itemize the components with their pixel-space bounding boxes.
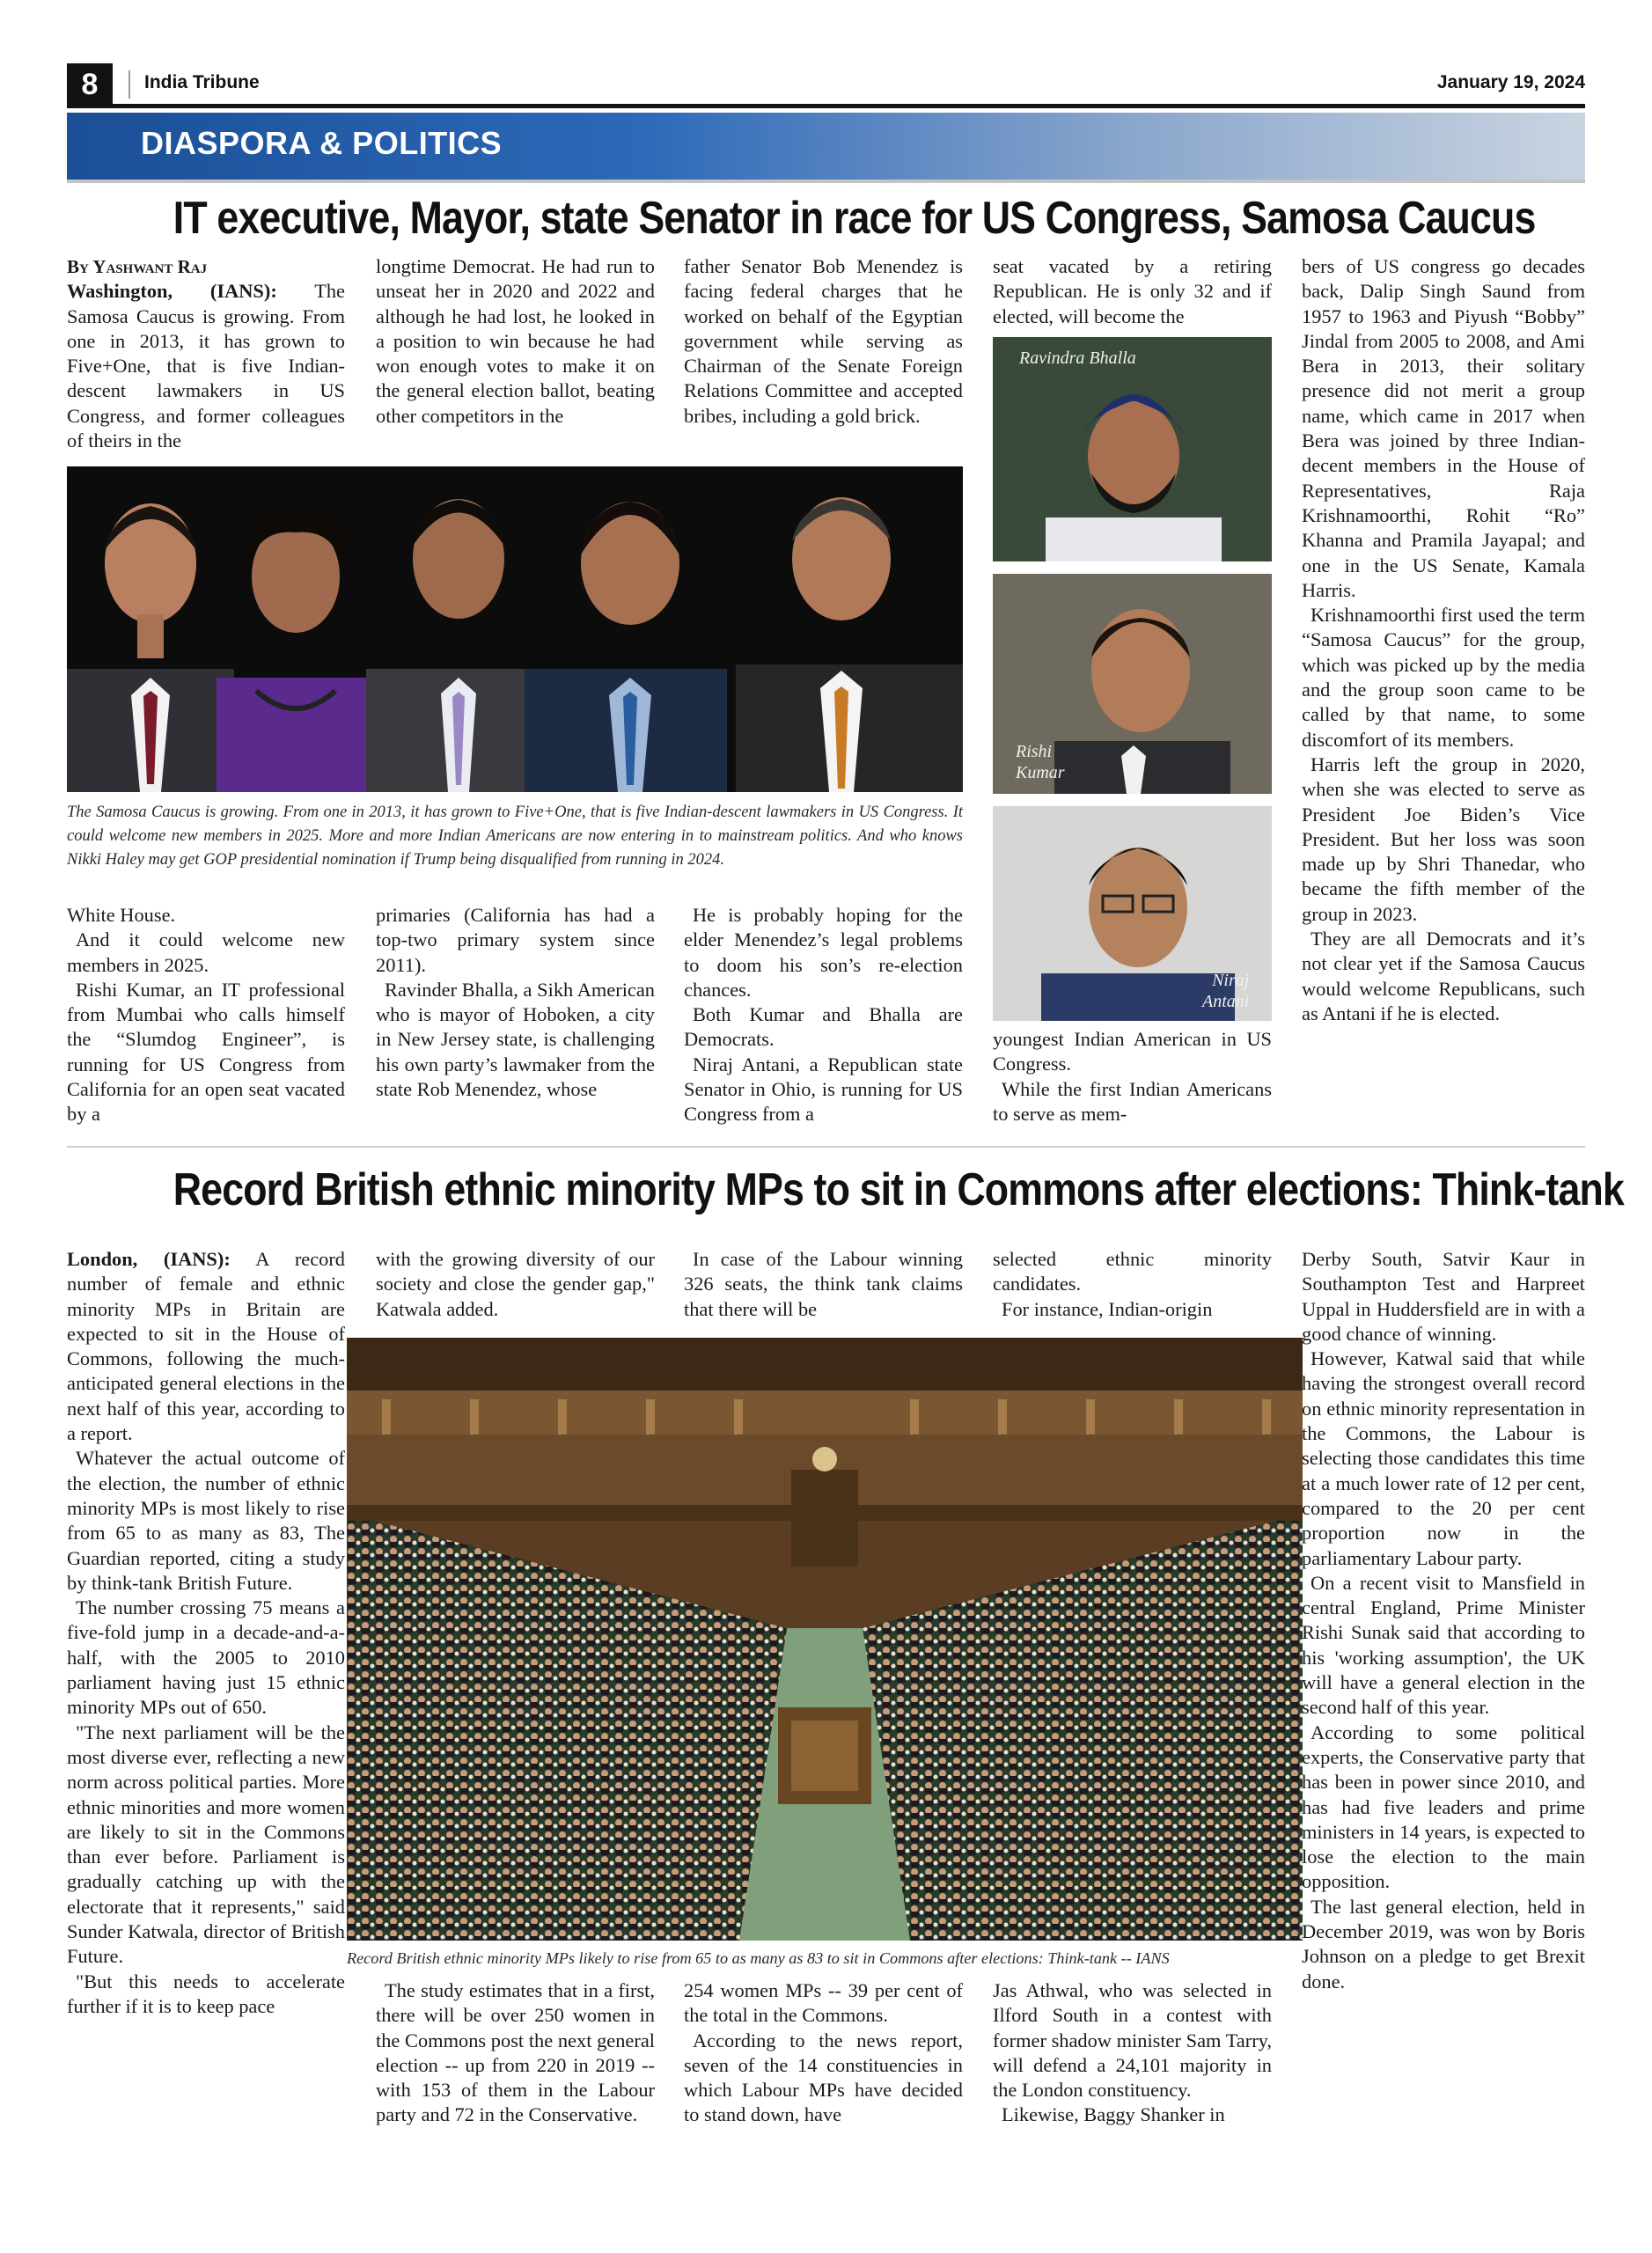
paragraph: Ravinder Bhalla, a Sikh American who is mayor of Hoboken, a city in New Jersey state, is challenging his own party’s lawmaker from the state Rob Menendez, whose bbox=[376, 978, 655, 1101]
paragraph: Likewise, Baggy Shanker in bbox=[1002, 2103, 1225, 2126]
article2-col2-bottom bbox=[376, 1978, 655, 2128]
article1-col4-top bbox=[993, 254, 1272, 329]
article1-col3-bottom bbox=[684, 903, 963, 1127]
portrait-niraj-antani bbox=[993, 806, 1272, 1021]
article2-col2-top bbox=[376, 1247, 655, 1322]
page-number: 8 bbox=[67, 63, 113, 106]
paragraph: Niraj Antani, a Republican state Senator in Ohio, is running for US Congress from a bbox=[684, 1053, 963, 1126]
label-line: Antani bbox=[1202, 992, 1250, 1011]
paragraph: The last general election, held in December 2019, was won by Boris Johnson on a pledge to get Brexit done. bbox=[1302, 1895, 1585, 1992]
paragraph: He is probably hoping for the elder Menendez’s legal problems to doom his son’s re-election chances. bbox=[684, 904, 963, 1001]
paragraph: Whatever the actual outcome of the election, the number of ethnic minority MPs is most likely to rise from 65 to as many as 83, The Guardian reported, citing a study by think-tank British Future. bbox=[67, 1447, 345, 1594]
paragraph: 254 women MPs -- 39 per cent of the total in the Commons. bbox=[684, 1979, 963, 2027]
paragraph: For instance, Indian-origin bbox=[1002, 1297, 1213, 1320]
paragraph: Jas Athwal, who was selected in Ilford South in a contest with former shadow minister Sam Tarry, will defend a 24,101 majority in the London constituency. bbox=[993, 1979, 1272, 2102]
section-underline bbox=[67, 180, 1585, 183]
article2-lead-text: A record number of female and ethnic minority MPs in Britain are expected to sit in the House of Commons, following the much-anticipated general elections in the next half of this year, according to a report. bbox=[67, 1248, 345, 1445]
article2-dateline: London, (IANS): bbox=[67, 1248, 231, 1270]
paragraph: father Senator Bob Menendez is facing federal charges that he worked on behalf of the Egyptian government while serving as Chairman of the Senate Foreign Relations Committee and accepted bribes, including a gold brick. bbox=[684, 255, 963, 427]
article-divider bbox=[67, 1146, 1585, 1148]
header-separator bbox=[128, 70, 130, 99]
paragraph: The study estimates that in a first, there will be over 250 women in the Commons post the next general election -- up from 220 in 2019 -- with 153 of them in the Labour party and 72 in the Conservative. bbox=[376, 1979, 655, 2126]
paragraph: On a recent visit to Mansfield in central England, Prime Minister Rishi Sunak said that according to his 'working assumption', the UK will have a general election in the second half of this year. bbox=[1302, 1571, 1585, 1719]
commons-illustration bbox=[347, 1338, 1303, 1941]
article1-col1-bottom bbox=[67, 903, 345, 1127]
paragraph: Derby South, Satvir Kaur in Southampton Test and Harpreet Uppal in Huddersfield are in with a good chance of winning. bbox=[1302, 1248, 1585, 1345]
portrait-label-antani bbox=[1202, 970, 1249, 1012]
article2-col5 bbox=[1302, 1247, 1585, 1994]
article1-headline: IT executive, Mayor, state Senator in race for US Congress, Samosa Caucus bbox=[173, 193, 1536, 244]
article2-col1 bbox=[67, 1247, 345, 2019]
section-banner bbox=[67, 113, 1585, 181]
portrait-rishi-kumar bbox=[993, 574, 1272, 794]
label-line: Kumar bbox=[1016, 763, 1065, 782]
issue-date: January 19, 2024 bbox=[1436, 72, 1585, 92]
paragraph: with the growing diversity of our society and close the gender gap," Katwala added. bbox=[376, 1248, 655, 1320]
portrait-ravinder-bhalla bbox=[993, 337, 1272, 561]
paragraph: "But this needs to accelerate further if it is to keep pace bbox=[67, 1970, 345, 2017]
article1-col2-top bbox=[376, 254, 655, 429]
portrait-label-bhalla: Ravindra Bhalla bbox=[1019, 349, 1136, 368]
label-line: Rishi bbox=[1016, 742, 1053, 761]
article1-dateline: Washington, (IANS): bbox=[67, 280, 277, 303]
paragraph: primaries (California has had a top-two primary system since 2011). bbox=[376, 904, 655, 976]
house-of-commons-photo bbox=[347, 1338, 1303, 1941]
paragraph: According to the news report, seven of the 14 constituencies in which Labour MPs have decided to stand down, have bbox=[684, 2029, 963, 2126]
paragraph: The number crossing 75 means a five-fold jump in a decade-and-a-half, with the 2005 to 2010 parliament having just 15 ethnic minority MPs out of 650. bbox=[67, 1596, 345, 1719]
header-rule bbox=[67, 104, 1585, 108]
paragraph: Krishnamoorthi first used the term “Samosa Caucus” for the group, which was picked up by the media and the group soon came to be called by that name, to some discomfort of its members. bbox=[1302, 604, 1585, 751]
paragraph: bers of US congress go decades back, Dalip Singh Saund from 1957 to 1963 and Piyush “Bobby” Jindal from 2005 to 2008, and Ami Bera in 2013, their solitary presence did not merit a group name, which came in 2017 when Bera was joined by three Indian-decent members in the House of Representatives, Raja Krishnamoorthi, Rohit “Ro” Khanna and Pramila Jayapal; and one in the US Senate, Kamala Harris. bbox=[1302, 255, 1585, 601]
paragraph: Rishi Kumar, an IT professional from Mumbai who calls himself the “Slumdog Engineer”, is running for US Congress from California for an open seat vacated by a bbox=[67, 978, 345, 1126]
article1-lead-text: The Samosa Caucus is growing. From one in 2013, it has grown to Five+One, that is five Indian-descent lawmakers in US Congress, and former colleagues of theirs in the bbox=[67, 280, 345, 452]
paragraph: Harris left the group in 2020, when she was elected to serve as President Joe Biden’s Vice President. But her loss was soon made up by Shri Thanedar, who became the fifth member of the group in 2023. bbox=[1302, 752, 1585, 925]
samosa-caucus-group-photo bbox=[67, 466, 963, 792]
paragraph: youngest Indian American in US Congress. bbox=[993, 1028, 1272, 1075]
paragraph: seat vacated by a retiring Republican. He is only 32 and if elected, will become the bbox=[993, 255, 1272, 327]
paragraph: And it could welcome new members in 2025. bbox=[67, 928, 345, 976]
group-photo-caption: The Samosa Caucus is growing. From one in 2013, it has grown to Five+One, that is five Indian-descent lawmakers in US Congress. It could welcome new members in 2025. More and more Indian Americans are now entering in to mainstream politics. And who knows Nikki Haley may get GOP presidential nomination if Trump being disqualified from running in 2024. bbox=[67, 804, 963, 869]
paragraph: In case of the Labour winning 326 seats, the think tank claims that there will be bbox=[684, 1248, 963, 1320]
paragraph: They are all Democrats and it’s not clear yet if the Samosa Caucus would welcome Republicans, such as Antani if he is elected. bbox=[1302, 928, 1585, 1024]
label-line: Niraj bbox=[1212, 971, 1250, 990]
section-title: DIASPORA & POLITICS bbox=[141, 125, 503, 161]
paragraph: According to some political experts, the Conservative party that has been in power since 2010, and has had five leaders and prime ministers in 14 years, is expected to lose the election to the main opposition. bbox=[1302, 1721, 1585, 1893]
paragraph: "The next parliament will be the most diverse ever, reflecting a new norm across political parties. More ethnic minorities and more women are likely to sit in the Commons than ever before. Parliament is gradually catching up with the electorate that it represents," said Sunder Katwala, director of British Future. bbox=[67, 1721, 345, 1968]
article1-byline: By Yashwant Raj bbox=[67, 256, 208, 277]
paragraph: White House. bbox=[67, 904, 176, 926]
page-header bbox=[67, 63, 1585, 106]
article1-col3-top bbox=[684, 254, 963, 429]
article1-col5 bbox=[1302, 254, 1585, 1026]
article2-headline: Record British ethnic minority MPs to sit in Commons after elections: Think-tank bbox=[173, 1164, 1624, 1215]
article1-col1-top bbox=[67, 254, 345, 453]
publication-name: India Tribune bbox=[144, 72, 260, 92]
paragraph: However, Katwal said that while having the strongest overall record on ethnic minority representation in the Commons, the Labour is selecting those candidates this time at a much lower rate of 12 per cent, compared to the 20 per cent proportion now in the parliamentary Labour party. bbox=[1302, 1347, 1585, 1569]
paragraph: While the first Indian Americans to serve as mem- bbox=[993, 1077, 1272, 1125]
commons-photo-caption: Record British ethnic minority MPs likely to rise from 65 to as many as 83 to sit in Commons after elections: Think-tank -- IANS bbox=[347, 1949, 1170, 1967]
article1-col2-bottom bbox=[376, 903, 655, 1102]
paragraph: longtime Democrat. He had run to unseat her in 2020 and 2022 and although he had lost, he looked in a position to win because he had won enough votes to make it on the general election ballot, beating other competitors in the bbox=[376, 255, 655, 427]
portrait-label-kumar bbox=[1016, 741, 1065, 783]
portrait-illustration bbox=[993, 337, 1272, 561]
paragraph: selected ethnic minority candidates. bbox=[993, 1248, 1272, 1295]
article2-col3-top bbox=[684, 1247, 963, 1322]
article2-col3-bottom bbox=[684, 1978, 963, 2128]
group-photo-illustration bbox=[67, 466, 963, 792]
article1-col4-bottom bbox=[993, 1027, 1272, 1126]
article2-col4-bottom bbox=[993, 1978, 1272, 2128]
paragraph: Both Kumar and Bhalla are Democrats. bbox=[684, 1003, 963, 1051]
article2-col4-top bbox=[993, 1247, 1272, 1322]
